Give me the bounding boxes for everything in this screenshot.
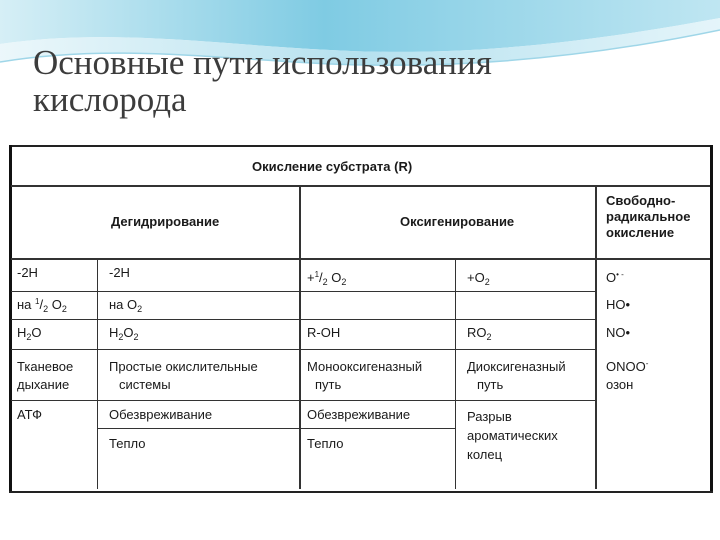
cell-c3-r5: Обезвреживание (307, 407, 411, 422)
cell-c1-r2: на $^1/_2$ $O_2$ (17, 297, 67, 314)
cell-c5-r2: HO• (606, 297, 631, 312)
header-free-radical-line2: радикальное (606, 209, 691, 224)
table-line (595, 186, 597, 489)
table-line (299, 186, 301, 489)
cell-c5-r4: ONOO- озон (606, 359, 649, 392)
table-line (11, 319, 595, 320)
cell-c3-r1: $+^1/_2$ $O_2$ (307, 270, 347, 287)
table-line (97, 258, 98, 489)
cell-c4-r4: Диоксигеназный путь (467, 359, 566, 392)
table-line (455, 258, 456, 489)
slide-title (33, 44, 492, 118)
cell-c3-r4: Монооксигеназный путь (307, 359, 423, 392)
table-left-border (9, 145, 12, 491)
cell-c5-r1: O• - (606, 270, 624, 285)
cell-c1-r5: АТФ (17, 407, 43, 422)
cell-c2-r6: Тепло (109, 436, 146, 451)
cell-c2-r3: $H_2O_2$ (109, 325, 139, 342)
cell-c1-r4: Тканевое дыхание (17, 359, 74, 392)
table-line (11, 185, 710, 187)
cell-c1-r1: -2H (17, 265, 38, 280)
table-line (11, 349, 595, 350)
cell-c1-r3: $H_2O$ (17, 325, 42, 342)
cell-c4-r1: $+O_2$ (467, 270, 490, 287)
header-oxygenation: Оксигенирование (400, 214, 515, 229)
slide-title-line2: кислорода (33, 80, 187, 119)
header-free-radical-line1: Свободно- (606, 193, 676, 208)
table-line (11, 291, 595, 292)
cell-c5-r3: NO• (606, 325, 631, 340)
slide-title-line1: Основные пути использования (33, 43, 492, 82)
cell-c3-r6: Тепло (307, 436, 344, 451)
table-line (11, 258, 710, 260)
header-substrate-oxidation: Окисление субстрата (R) (252, 159, 413, 174)
table-line (98, 428, 456, 429)
table-right-border (710, 145, 713, 491)
cell-c3-r3: R-OH (307, 325, 341, 340)
header-free-radical-line3: окисление (606, 225, 675, 240)
cell-c2-r1: -2H (109, 265, 130, 280)
cell-c4-r5: Разрыв ароматических колец (467, 409, 558, 462)
table-line (11, 400, 595, 401)
cell-c2-r4: Простые окислительные системы (109, 359, 258, 392)
header-dehydrogenation: Дегидрирование (111, 214, 220, 229)
cell-c2-r5: Обезвреживание (109, 407, 213, 422)
cell-c4-r3: $RO_2$ (467, 325, 492, 342)
header-free-radical (606, 193, 690, 241)
cell-c2-r2: на $O_2$ (109, 297, 143, 314)
